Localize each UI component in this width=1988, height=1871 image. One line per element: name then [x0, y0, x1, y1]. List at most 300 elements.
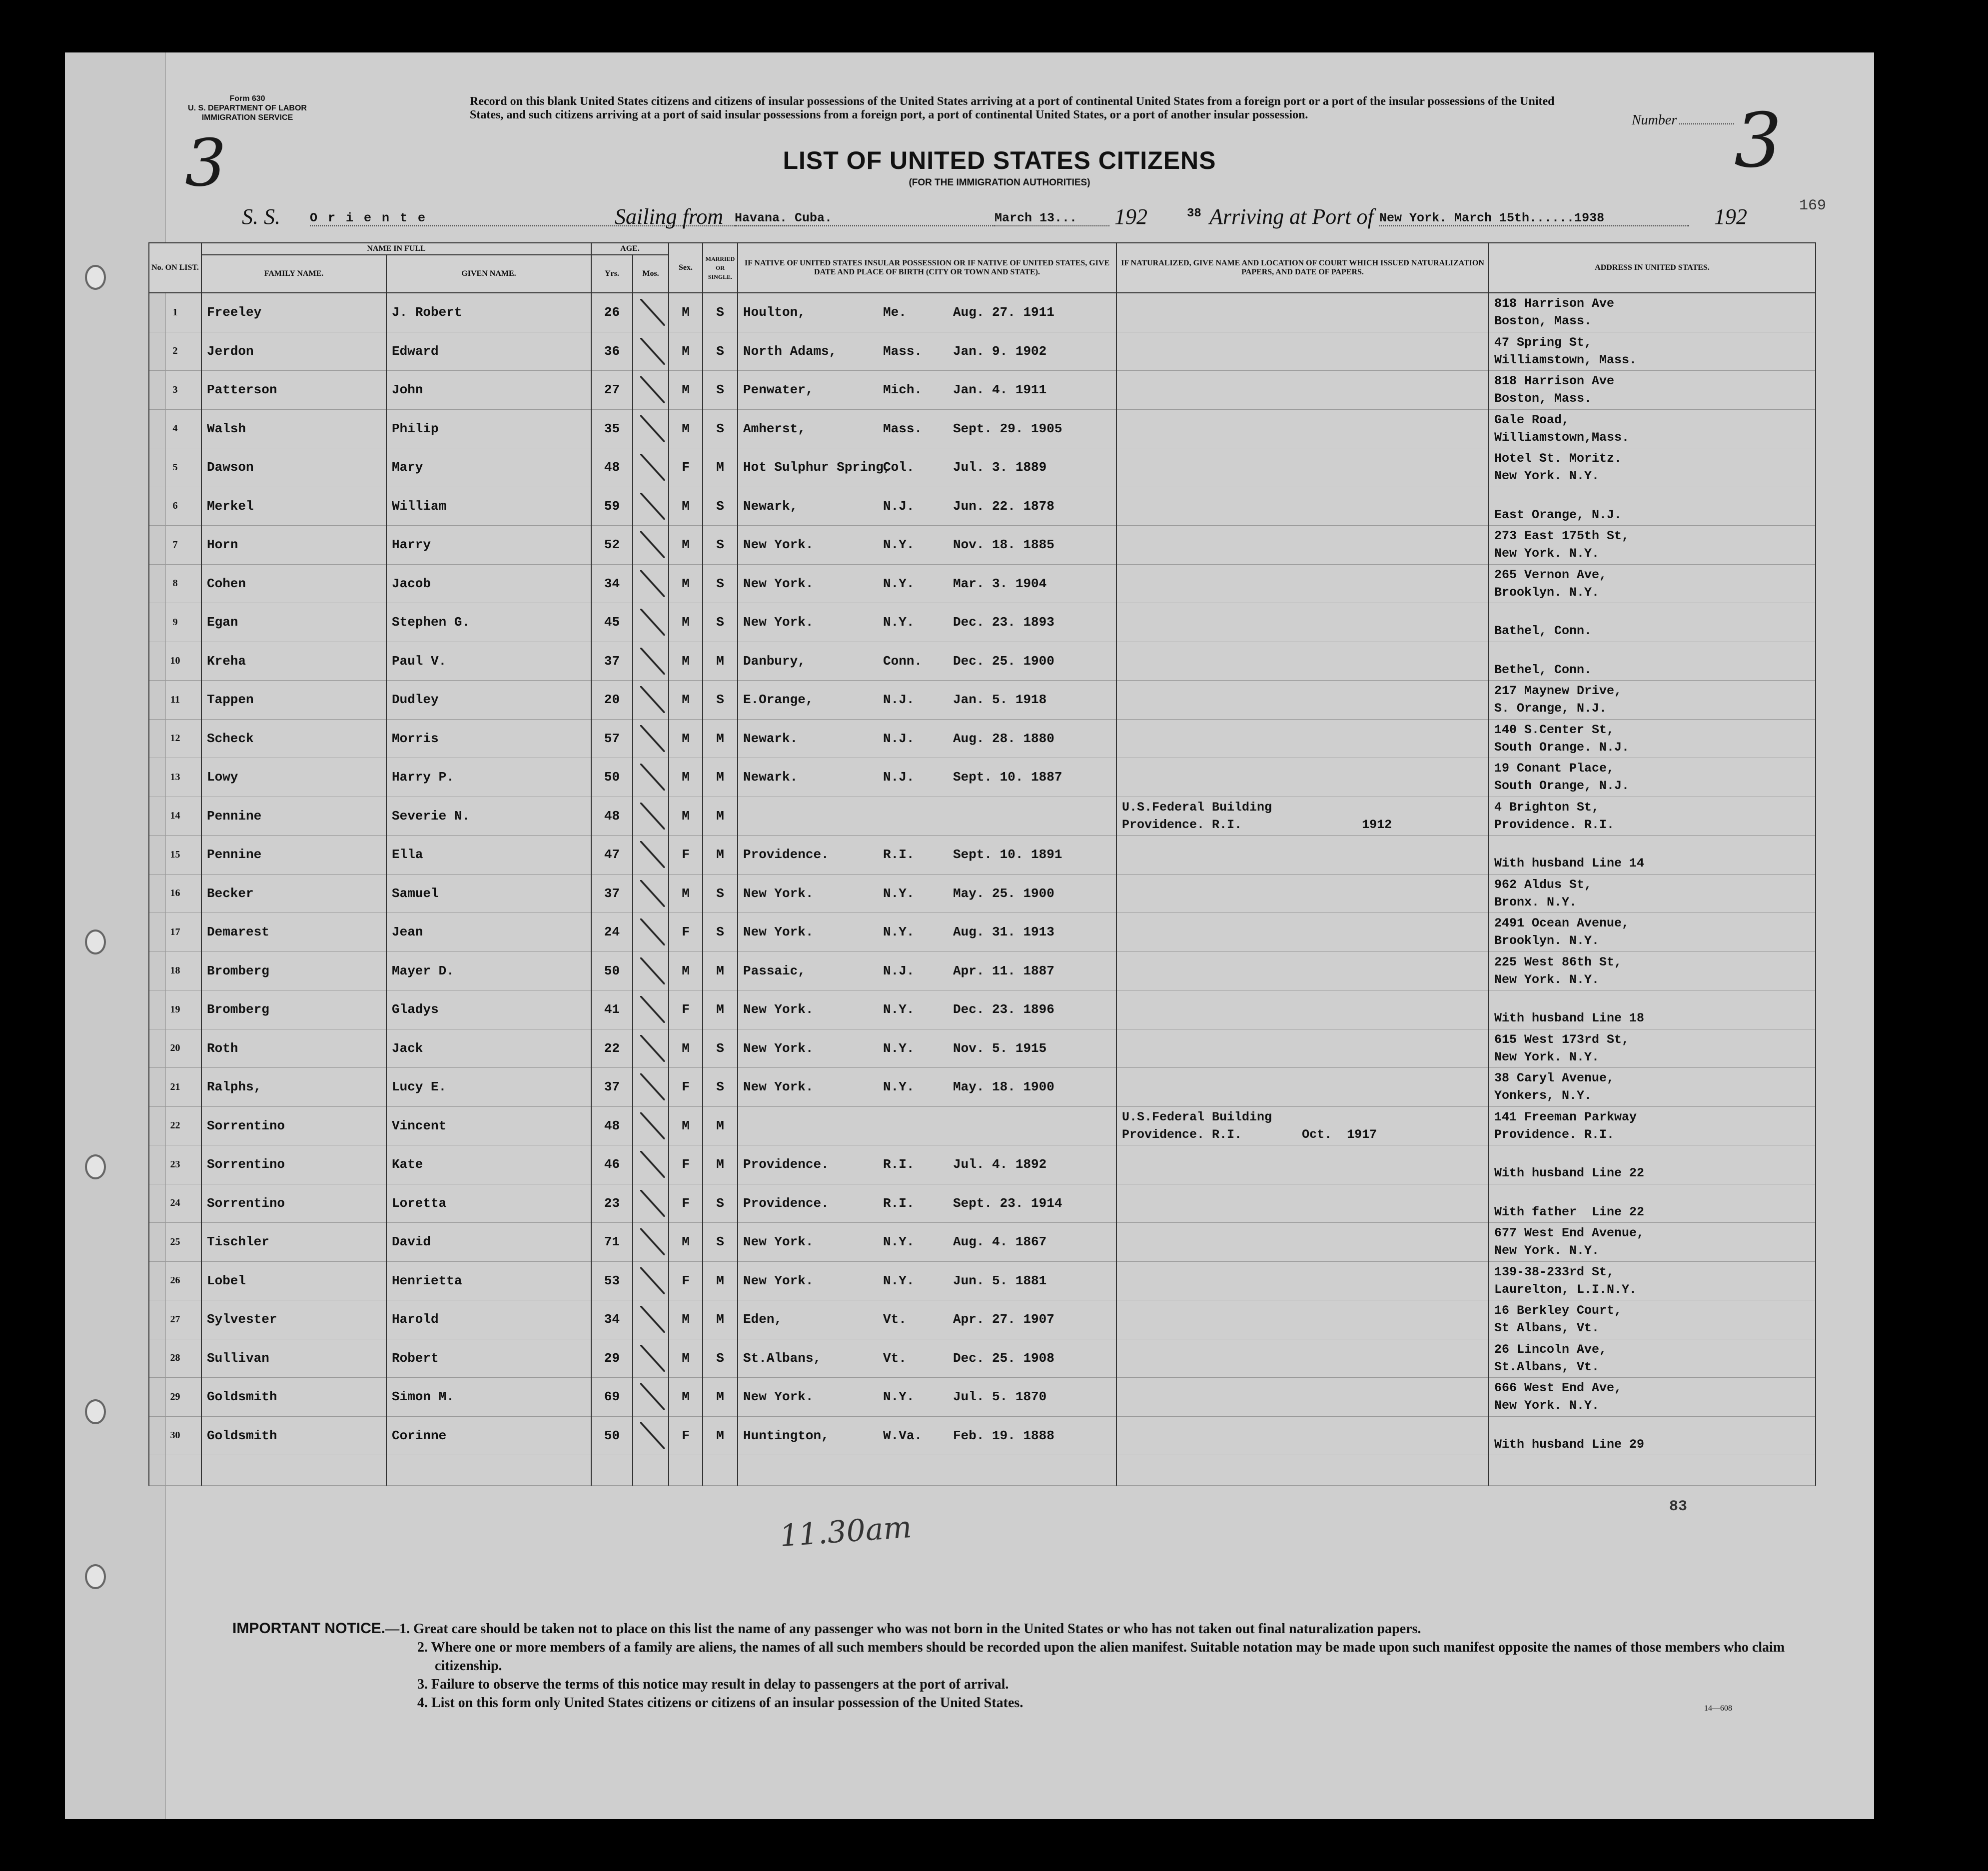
family-name: Sorrentino [201, 1145, 386, 1184]
age-months [633, 332, 669, 371]
table-row [149, 990, 1816, 1029]
marital-status: M [703, 758, 738, 797]
age-years: 37 [591, 874, 633, 913]
age-months [633, 371, 669, 410]
naturalization [1116, 990, 1489, 1029]
birth-date: Mar. 3. 1904 [953, 576, 1047, 591]
marital-status: S [703, 874, 738, 913]
naturalization [1116, 719, 1489, 758]
number-value: 3 [1734, 97, 1782, 184]
birth-state: N.Y. [883, 925, 915, 940]
address: 38 Caryl Avenue, Yonkers, N.Y. [1489, 1068, 1816, 1107]
address: 16 Berkley Court, St Albans, Vt. [1489, 1300, 1816, 1339]
family-name: Ralphs, [201, 1068, 386, 1107]
birth-city: Passaic, [743, 963, 806, 978]
marital-status: S [703, 332, 738, 371]
marital-status: S [703, 1029, 738, 1068]
birth-city: Penwater, [743, 382, 814, 398]
address: 141 Freeman Parkway Providence. R.I. [1489, 1106, 1816, 1145]
marital-status: S [703, 371, 738, 410]
given-name: Stephen G. [386, 603, 591, 642]
passenger-table [148, 242, 1816, 1486]
birth-date: Sept. 10. 1887 [953, 770, 1062, 785]
stamp-number: 169 [1799, 197, 1827, 214]
birth-place [738, 332, 1116, 371]
birth-place [738, 487, 1116, 526]
address: 666 West End Ave, New York. N.Y. [1489, 1378, 1816, 1417]
family-name: Scheck [201, 719, 386, 758]
birth-state: Mass. [883, 343, 923, 359]
sex: F [669, 1068, 703, 1107]
family-name: Patterson [201, 371, 386, 410]
family-name: Walsh [201, 409, 386, 448]
table-row [149, 603, 1816, 642]
blank-cell [669, 1455, 703, 1486]
address: 47 Spring St, Williamstown, Mass. [1489, 332, 1816, 371]
sex: F [669, 913, 703, 952]
row-number: 16 [149, 874, 201, 913]
age-years: 45 [591, 603, 633, 642]
address: East Orange, N.J. [1489, 487, 1816, 526]
marital-status: S [703, 1184, 738, 1223]
birth-date: Nov. 18. 1885 [953, 537, 1054, 553]
age-years: 41 [591, 990, 633, 1029]
marital-status: S [703, 564, 738, 603]
family-name: Sorrentino [201, 1184, 386, 1223]
notice-item: —1. Great care should be taken not to place on this list the name of any passenger who was not born in the United States or who has not taken out final naturalization papers. [385, 1621, 1421, 1637]
naturalization [1116, 1339, 1489, 1378]
row-number: 14 [149, 797, 201, 836]
age-months [633, 797, 669, 836]
marital-status: M [703, 719, 738, 758]
sex: M [669, 719, 703, 758]
birth-city: New York. [743, 1234, 814, 1250]
family-name: Merkel [201, 487, 386, 526]
sex: M [669, 642, 703, 681]
naturalization [1116, 1300, 1489, 1339]
birth-state: N.J. [883, 692, 915, 708]
birth-city: Providence. [743, 1157, 829, 1172]
age-months [633, 990, 669, 1029]
birth-state: N.Y. [883, 1273, 915, 1288]
birth-place [738, 836, 1116, 875]
sex: M [669, 332, 703, 371]
row-number: 23 [149, 1145, 201, 1184]
family-name: Sullivan [201, 1339, 386, 1378]
row-number: 10 [149, 642, 201, 681]
col-mos: Mos. [633, 255, 669, 293]
punch-hole [85, 1564, 106, 1589]
table-row [149, 371, 1816, 410]
age-months [633, 951, 669, 990]
birth-city: New York. [743, 1389, 814, 1405]
table-row [149, 642, 1816, 681]
address: With husband Line 22 [1489, 1145, 1816, 1184]
age-years: 34 [591, 564, 633, 603]
age-years: 50 [591, 758, 633, 797]
birth-city: Eden, [743, 1312, 783, 1327]
table-row [149, 564, 1816, 603]
row-number: 9 [149, 603, 201, 642]
birth-date: Sept. 23. 1914 [953, 1195, 1062, 1211]
birth-city: New York. [743, 886, 814, 901]
sex: M [669, 681, 703, 720]
birth-date: Jul. 5. 1870 [953, 1389, 1047, 1405]
birth-place [738, 719, 1116, 758]
footer-mark: 83 [1669, 1498, 1688, 1515]
sex: F [669, 990, 703, 1029]
marital-status: S [703, 1223, 738, 1262]
sailing-from-value: Havana. Cuba. [735, 211, 994, 226]
naturalization [1116, 564, 1489, 603]
row-number: 25 [149, 1223, 201, 1262]
birth-city: St.Albans, [743, 1350, 822, 1366]
birth-place [738, 1068, 1116, 1107]
family-name: Tischler [201, 1223, 386, 1262]
birth-place [738, 1378, 1116, 1417]
notice-heading: IMPORTANT NOTICE. [232, 1620, 386, 1637]
address: Bethel, Conn. [1489, 642, 1816, 681]
form-identifier [165, 94, 330, 122]
family-name: Sorrentino [201, 1106, 386, 1145]
given-name: David [386, 1223, 591, 1262]
birth-state: N.Y. [883, 1079, 915, 1095]
given-name: J. Robert [386, 293, 591, 332]
row-number: 15 [149, 836, 201, 875]
sex: M [669, 951, 703, 990]
age-years: 29 [591, 1339, 633, 1378]
departure-date: March 13... [994, 211, 1109, 226]
birth-date: Aug. 31. 1913 [953, 925, 1054, 940]
row-number: 27 [149, 1300, 201, 1339]
row-number: 7 [149, 526, 201, 565]
age-months [633, 913, 669, 952]
naturalization [1116, 371, 1489, 410]
table-row [149, 1145, 1816, 1184]
birth-place [738, 293, 1116, 332]
table-row [149, 1184, 1816, 1223]
birth-city: New York. [743, 1079, 814, 1095]
age-years: 48 [591, 797, 633, 836]
row-number: 26 [149, 1261, 201, 1300]
year-prefix-2: 192 [1714, 204, 1747, 229]
birth-place [738, 758, 1116, 797]
col-naturalized: IF NATURALIZED, GIVE NAME AND LOCATION OF COURT WHICH ISSUED NATURALIZATION PAPERS, AND DATE OF PAPERS. [1116, 243, 1489, 293]
row-number: 2 [149, 332, 201, 371]
sex: M [669, 874, 703, 913]
address: 217 Maynew Drive, S. Orange, N.J. [1489, 681, 1816, 720]
address: 265 Vernon Ave, Brooklyn. N.Y. [1489, 564, 1816, 603]
table-row [149, 487, 1816, 526]
given-name: Jean [386, 913, 591, 952]
age-years: 57 [591, 719, 633, 758]
birth-date: Jul. 3. 1889 [953, 460, 1047, 475]
table-row [149, 951, 1816, 990]
col-no: No. ON LIST. [149, 243, 201, 293]
age-months [633, 1068, 669, 1107]
marital-status: M [703, 1261, 738, 1300]
birth-date: Jan. 5. 1918 [953, 692, 1047, 708]
birth-date: May. 18. 1900 [953, 1079, 1054, 1095]
given-name: Vincent [386, 1106, 591, 1145]
marital-status: M [703, 951, 738, 990]
family-name: Pennine [201, 836, 386, 875]
birth-state: R.I. [883, 847, 915, 863]
row-number: 11 [149, 681, 201, 720]
table-row [149, 758, 1816, 797]
row-number: 1 [149, 293, 201, 332]
birth-place [738, 797, 1116, 836]
given-name: Mary [386, 448, 591, 487]
marital-status: S [703, 913, 738, 952]
birth-city: Hot Sulphur Spring, [743, 460, 892, 475]
naturalization: U.S.Federal Building Providence. R.I. 1912 [1116, 797, 1489, 836]
family-name: Freeley [201, 293, 386, 332]
naturalization [1116, 1184, 1489, 1223]
birth-state: Me. [883, 305, 907, 320]
family-name: Jerdon [201, 332, 386, 371]
family-name: Becker [201, 874, 386, 913]
table-row [149, 836, 1816, 875]
birth-date: Aug. 27. 1911 [953, 305, 1054, 320]
ss-label: S. S. [242, 204, 280, 229]
age-years: 34 [591, 1300, 633, 1339]
naturalization [1116, 913, 1489, 952]
birth-state: Mass. [883, 421, 923, 436]
form-code: 14—608 [1704, 1704, 1732, 1713]
birth-state: Conn. [883, 653, 923, 669]
family-name: Horn [201, 526, 386, 565]
naturalization [1116, 836, 1489, 875]
sex: F [669, 1416, 703, 1455]
birth-city: New York. [743, 576, 814, 591]
sailing-from-label: Sailing from [615, 204, 724, 229]
age-months [633, 1106, 669, 1145]
row-number: 20 [149, 1029, 201, 1068]
birth-place [738, 990, 1116, 1029]
given-name: Kate [386, 1145, 591, 1184]
given-name: Gladys [386, 990, 591, 1029]
age-years: 46 [591, 1145, 633, 1184]
blank-cell [201, 1455, 386, 1486]
col-address: ADDRESS IN UNITED STATES. [1489, 243, 1816, 293]
family-name: Goldsmith [201, 1416, 386, 1455]
row-number: 5 [149, 448, 201, 487]
birth-city: Newark. [743, 731, 798, 746]
year-prefix: 192 [1114, 204, 1147, 229]
sex: M [669, 603, 703, 642]
page-subtitle: (FOR THE IMMIGRATION AUTHORITIES) [909, 177, 1090, 188]
address: Hotel St. Moritz. New York. N.Y. [1489, 448, 1816, 487]
table-row [149, 448, 1816, 487]
table-row [149, 1029, 1816, 1068]
blank-cell [738, 1455, 1116, 1486]
sex: M [669, 1106, 703, 1145]
given-name: Mayer D. [386, 951, 591, 990]
sex: F [669, 1145, 703, 1184]
table-row [149, 1378, 1816, 1417]
birth-date: Jun. 5. 1881 [953, 1273, 1047, 1288]
birth-state: N.Y. [883, 615, 915, 630]
birth-place [738, 564, 1116, 603]
naturalization [1116, 526, 1489, 565]
birth-place [738, 913, 1116, 952]
arriving-value: New York. March 15th......1938 [1379, 211, 1689, 226]
sex: M [669, 293, 703, 332]
table-row [149, 1223, 1816, 1262]
age-months [633, 758, 669, 797]
age-months [633, 1339, 669, 1378]
birth-state: R.I. [883, 1195, 915, 1211]
col-sex: Sex. [669, 243, 703, 293]
naturalization [1116, 1068, 1489, 1107]
age-years: 37 [591, 1068, 633, 1107]
birth-state: N.Y. [883, 1040, 915, 1056]
birth-city: Houlton, [743, 305, 806, 320]
birth-state: N.Y. [883, 537, 915, 553]
naturalization [1116, 603, 1489, 642]
col-given-name: GIVEN NAME. [386, 255, 591, 293]
number-field [1632, 112, 1734, 128]
table-row [149, 1261, 1816, 1300]
naturalization [1116, 1145, 1489, 1184]
birth-state: N.Y. [883, 886, 915, 901]
age-years: 24 [591, 913, 633, 952]
blank-cell [386, 1455, 591, 1486]
address: With husband Line 29 [1489, 1416, 1816, 1455]
address: 19 Conant Place, South Orange, N.J. [1489, 758, 1816, 797]
table-row [149, 797, 1816, 836]
birth-place [738, 642, 1116, 681]
birth-state: Col. [883, 460, 915, 475]
col-yrs: Yrs. [591, 255, 633, 293]
marital-status: S [703, 293, 738, 332]
naturalization [1116, 293, 1489, 332]
marital-status: M [703, 1416, 738, 1455]
row-number: 4 [149, 409, 201, 448]
address: 273 East 175th St, New York. N.Y. [1489, 526, 1816, 565]
birth-place [738, 1339, 1116, 1378]
given-name: Paul V. [386, 642, 591, 681]
birth-city: Danbury, [743, 653, 806, 669]
birth-city: Providence. [743, 1195, 829, 1211]
birth-place [738, 1300, 1116, 1339]
birth-place [738, 526, 1116, 565]
age-years: 71 [591, 1223, 633, 1262]
sex: F [669, 836, 703, 875]
birth-state: N.Y. [883, 576, 915, 591]
age-months [633, 874, 669, 913]
given-name: William [386, 487, 591, 526]
row-number: 8 [149, 564, 201, 603]
table-row [149, 526, 1816, 565]
age-months [633, 564, 669, 603]
address: 818 Harrison Ave Boston, Mass. [1489, 371, 1816, 410]
naturalization: U.S.Federal Building Providence. R.I. Oct. 1917 [1116, 1106, 1489, 1145]
birth-place [738, 874, 1116, 913]
address: 26 Lincoln Ave, St.Albans, Vt. [1489, 1339, 1816, 1378]
address: 962 Aldus St, Bronx. N.Y. [1489, 874, 1816, 913]
row-number: 3 [149, 371, 201, 410]
blank-cell [591, 1455, 633, 1486]
marital-status: S [703, 487, 738, 526]
table-row [149, 913, 1816, 952]
address: 615 West 173rd St, New York. N.Y. [1489, 1029, 1816, 1068]
service: IMMIGRATION SERVICE [201, 113, 293, 122]
age-years: 50 [591, 1416, 633, 1455]
birth-date: Jul. 4. 1892 [953, 1157, 1047, 1172]
family-name: Goldsmith [201, 1378, 386, 1417]
number-label: Number [1632, 112, 1677, 128]
blank-cell [149, 1455, 201, 1486]
col-name-in-full: NAME IN FULL [201, 243, 591, 255]
naturalization [1116, 1029, 1489, 1068]
marital-status: S [703, 409, 738, 448]
table-row [149, 1416, 1816, 1455]
given-name: Jack [386, 1029, 591, 1068]
given-name: Ella [386, 836, 591, 875]
birth-state: N.J. [883, 963, 915, 978]
naturalization [1116, 758, 1489, 797]
birth-state: R.I. [883, 1157, 915, 1172]
birth-date: Nov. 5. 1915 [953, 1040, 1047, 1056]
birth-city: New York. [743, 537, 814, 553]
family-name: Pennine [201, 797, 386, 836]
given-name: Loretta [386, 1184, 591, 1223]
row-number: 19 [149, 990, 201, 1029]
family-name: Roth [201, 1029, 386, 1068]
row-number: 28 [149, 1339, 201, 1378]
birth-date: Dec. 23. 1896 [953, 1002, 1054, 1017]
family-name: Tappen [201, 681, 386, 720]
row-number: 13 [149, 758, 201, 797]
department: U. S. DEPARTMENT OF LABOR [188, 104, 307, 112]
punch-hole [85, 930, 106, 954]
age-months [633, 1029, 669, 1068]
address: 225 West 86th St, New York. N.Y. [1489, 951, 1816, 990]
age-years: 37 [591, 642, 633, 681]
family-name: Egan [201, 603, 386, 642]
birth-state: Vt. [883, 1312, 907, 1327]
table-row [149, 719, 1816, 758]
age-years: 69 [591, 1378, 633, 1417]
table-row [149, 409, 1816, 448]
given-name: Edward [386, 332, 591, 371]
table-row [149, 293, 1816, 332]
age-months [633, 1416, 669, 1455]
birth-date: Sept. 10. 1891 [953, 847, 1062, 863]
birth-place [738, 1029, 1116, 1068]
handwritten-signature: 11.30am [778, 1509, 913, 1554]
address: 140 S.Center St, South Orange. N.J. [1489, 719, 1816, 758]
marital-status: M [703, 642, 738, 681]
birth-state: N.Y. [883, 1002, 915, 1017]
row-number: 30 [149, 1416, 201, 1455]
sex: M [669, 564, 703, 603]
birth-place [738, 1106, 1116, 1145]
year-suffix: 38 [1187, 207, 1201, 220]
age-months [633, 1145, 669, 1184]
birth-state: Vt. [883, 1350, 907, 1366]
age-months [633, 448, 669, 487]
age-years: 52 [591, 526, 633, 565]
age-months [633, 409, 669, 448]
age-years: 53 [591, 1261, 633, 1300]
voyage-line [235, 204, 1814, 234]
birth-date: Sept. 29. 1905 [953, 421, 1062, 436]
marital-status: M [703, 1145, 738, 1184]
given-name: John [386, 371, 591, 410]
